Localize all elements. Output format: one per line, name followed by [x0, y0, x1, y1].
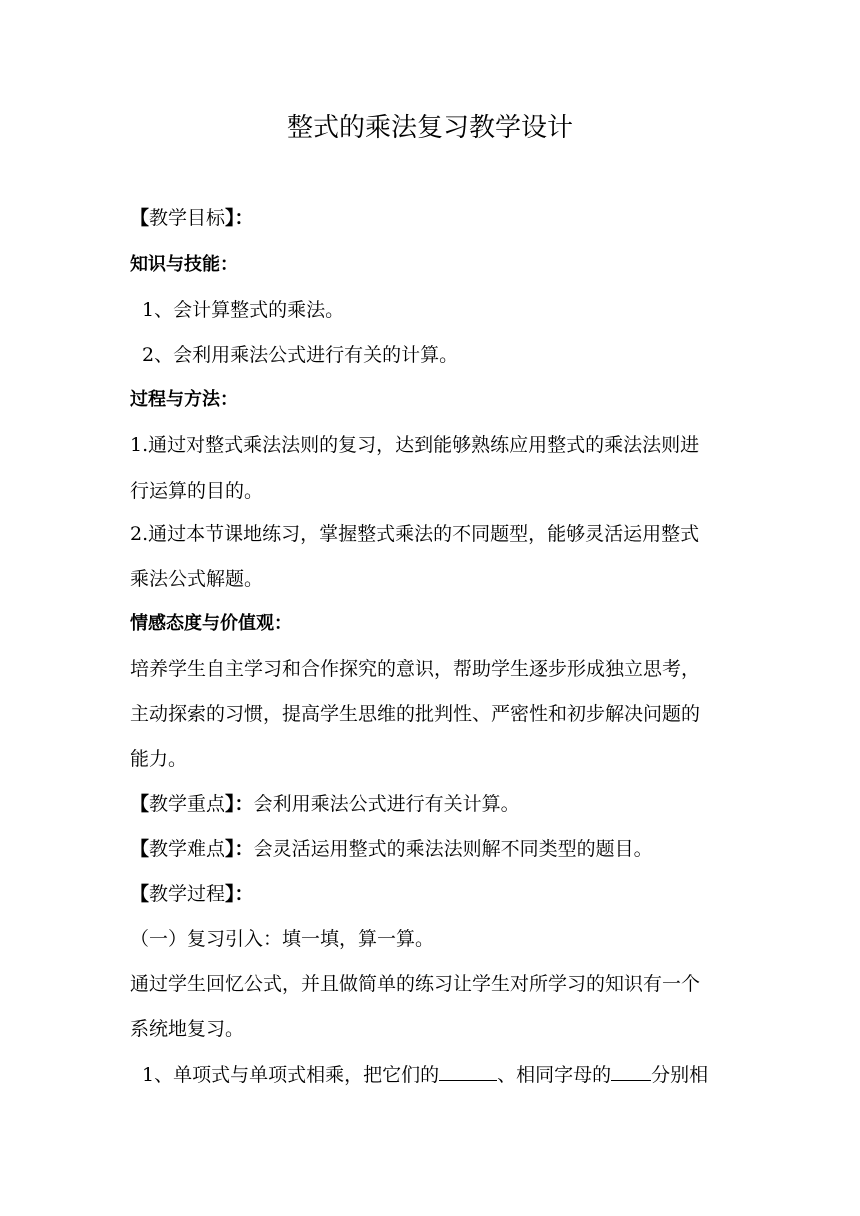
key-point: 【教学重点】：会利用乘法公式进行有关计算。: [130, 793, 520, 815]
knowledge-item-1: 1、会计算整式的乘法。: [142, 299, 345, 321]
fill-blank-1[interactable]: [439, 1060, 497, 1081]
difficult-point: 【教学难点】：会灵活运用整式的乘法法则解不同类型的题目。: [130, 838, 653, 860]
fill-blank-2[interactable]: [611, 1060, 651, 1081]
process-method-p1-line1: 1.通过对整式乘法法则的复习，达到能够熟练应用整式的乘法法则进: [130, 434, 700, 456]
difficult-point-text: 会灵活运用整式的乘法法则解不同类型的题目。: [253, 838, 653, 860]
document-title: 整式的乘法复习教学设计: [286, 113, 573, 143]
process-heading: 【教学过程】：: [130, 883, 254, 905]
objectives-heading: 【教学目标】：: [130, 207, 254, 229]
knowledge-heading: 知识与技能：: [130, 254, 238, 275]
knowledge-item-2: 2、会利用乘法公式进行有关的计算。: [142, 344, 459, 366]
review-subheading: （一）复习引入：填一填，算一算。: [130, 928, 435, 950]
emotion-line2: 主动探索的习惯，提高学生思维的批判性、严密性和初步解决问题的: [130, 703, 701, 725]
emotion-line3: 能力。: [130, 748, 188, 770]
process-method-p1-line2: 行运算的目的。: [130, 480, 264, 502]
review-line2: 系统地复习。: [130, 1018, 245, 1040]
review-line1: 通过学生回忆公式，并且做简单的练习让学生对所学习的知识有一个: [130, 973, 701, 995]
key-point-text: 会利用乘法公式进行有关计算。: [253, 793, 520, 815]
process-method-heading: 过程与方法：: [130, 389, 238, 410]
process-method-p2-line2: 乘法公式解题。: [130, 568, 264, 590]
emotion-line1: 培养学生自主学习和合作探究的意识，帮助学生逐步形成独立思考，: [130, 658, 701, 680]
process-method-p2-line1: 2.通过本节课地练习，掌握整式乘法的不同题型，能够灵活运用整式: [130, 523, 700, 545]
emotion-heading: 情感态度与价值观：: [130, 613, 292, 634]
question-1: 1、单项式与单项式相乘，把它们的 、相同字母的 分别相: [142, 1060, 752, 1089]
